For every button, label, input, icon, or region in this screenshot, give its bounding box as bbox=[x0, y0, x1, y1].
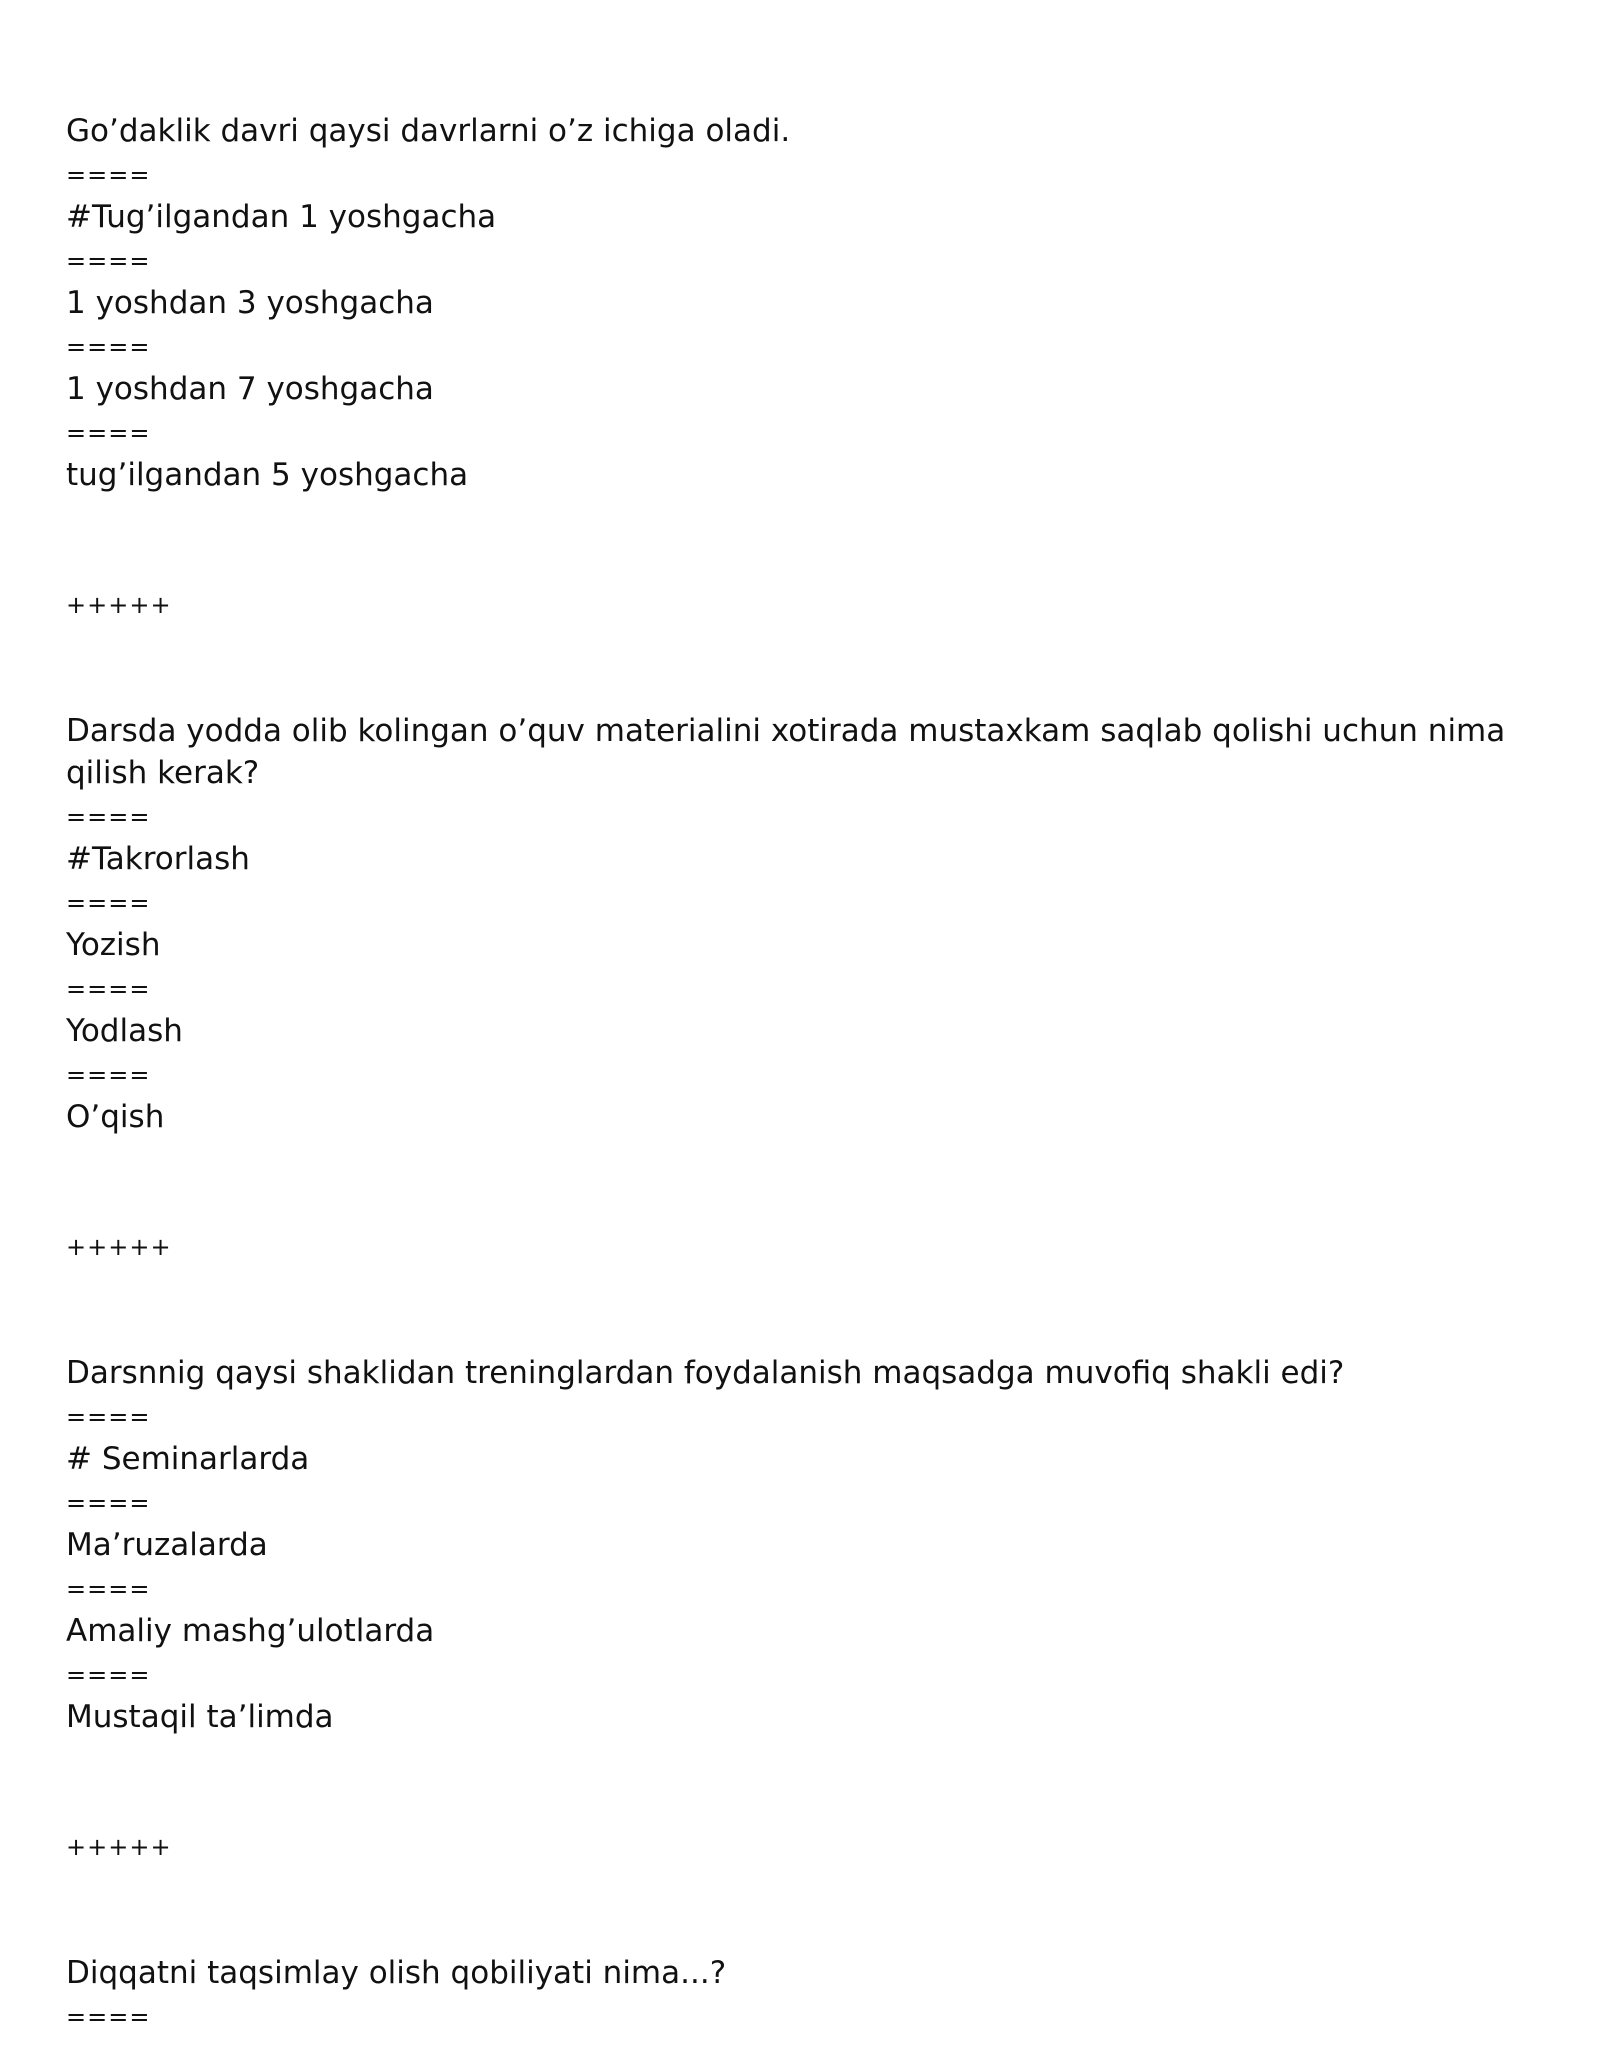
question-text: Go’daklik davri qaysi davrlarni o’z ichiga oladi. bbox=[66, 113, 791, 149]
answer-option: 1 yoshdan 3 yoshgacha bbox=[66, 285, 434, 321]
question-text: Darsnnig qaysi shaklidan treninglardan foydalanish maqsadga muvofiq shakli edi? bbox=[66, 1355, 1345, 1391]
separator: ==== bbox=[66, 803, 151, 831]
answer-option: # Seminarlarda bbox=[66, 1441, 310, 1477]
separator: ==== bbox=[66, 1403, 151, 1431]
answer-option: #Takrorlash bbox=[66, 841, 250, 877]
separator: ==== bbox=[66, 2003, 151, 2031]
answer-option: Yodlash bbox=[66, 1013, 183, 1049]
answer-option: 1 yoshdan 7 yoshgacha bbox=[66, 371, 434, 407]
separator: ==== bbox=[66, 889, 151, 917]
separator: ==== bbox=[66, 247, 151, 275]
answer-option: Ma’ruzalarda bbox=[66, 1527, 268, 1563]
question-text: Diqqatni taqsimlay olish qobiliyati nima...? bbox=[66, 1955, 727, 1991]
separator: ==== bbox=[66, 1575, 151, 1603]
answer-option: tug’ilgandan 5 yoshgacha bbox=[66, 457, 469, 493]
question-end-marker: +++++ bbox=[66, 1833, 172, 1861]
separator: ==== bbox=[66, 1661, 151, 1689]
answer-option: O’qish bbox=[66, 1099, 165, 1135]
separator: ==== bbox=[66, 333, 151, 361]
question-end-marker: +++++ bbox=[66, 1233, 172, 1261]
question-text: Darsda yodda olib kolingan o’quv materialini xotirada mustaxkam saqlab qolishi uchun nima qilish kerak? bbox=[66, 713, 1506, 791]
answer-option: Yozish bbox=[66, 927, 161, 963]
separator: ==== bbox=[66, 975, 151, 1003]
separator: ==== bbox=[66, 419, 151, 447]
answer-option: Amaliy mashg’ulotlarda bbox=[66, 1613, 435, 1649]
separator: ==== bbox=[66, 161, 151, 189]
separator: ==== bbox=[66, 1489, 151, 1517]
question-end-marker: +++++ bbox=[66, 591, 172, 619]
separator: ==== bbox=[66, 1061, 151, 1089]
answer-option: Mustaqil ta’limda bbox=[66, 1699, 334, 1735]
answer-option: #Tug’ilgandan 1 yoshgacha bbox=[66, 199, 497, 235]
